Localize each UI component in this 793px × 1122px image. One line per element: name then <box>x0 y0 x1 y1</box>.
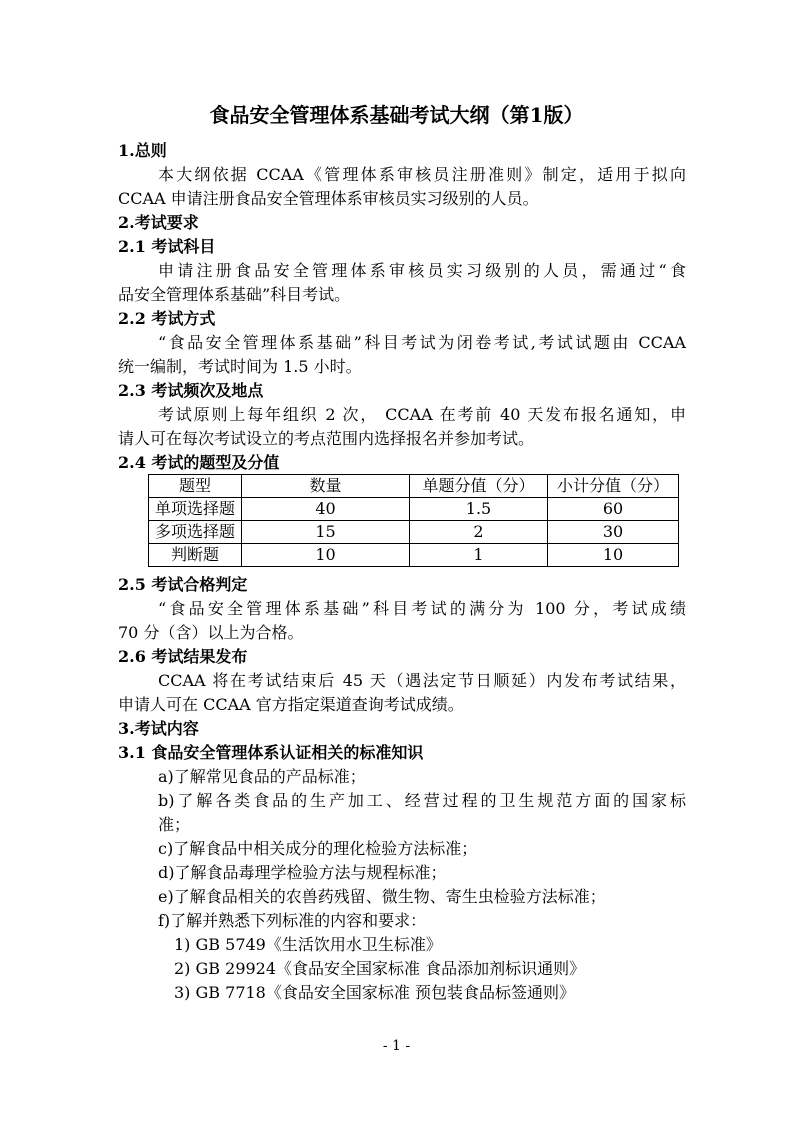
sub-item-3: 3) GB 7718《食品安全国家标准 预包装食品标签通则》 <box>174 983 575 1002</box>
table-cell: 1 <box>410 544 548 567</box>
list-item-a: a)了解常见食品的产品标准； <box>158 767 366 786</box>
list-item-c: c)了解食品中相关成分的理化检验方法标准； <box>158 839 478 858</box>
table-header-cell: 数量 <box>242 475 410 498</box>
section-2-5-heading: 2.5 考试合格判定 <box>118 575 248 594</box>
section-2-2-heading: 2.2 考试方式 <box>118 309 216 328</box>
page-title: 食品安全管理体系基础考试大纲（第1版） <box>209 103 584 127</box>
section-1-heading: 1.总则 <box>118 141 167 160</box>
table-header-cell: 题型 <box>149 475 242 498</box>
section-2-1-heading: 2.1 考试科目 <box>118 237 216 256</box>
score-table <box>148 474 679 567</box>
table-cell: 2 <box>410 521 548 544</box>
table-cell: 10 <box>548 544 679 567</box>
section-2-6-line-1: CCAA 将在考试结束后 45 天（遇法定节日顺延）内发布考试结果， <box>158 671 686 690</box>
section-2-2-line-1: “食品安全管理体系基础”科目考试为闭卷考试,考试试题由 CCAA <box>158 333 686 352</box>
section-2-1-line-1: 申请注册食品安全管理体系审核员实习级别的人员，需通过“食 <box>158 261 686 280</box>
list-item-d: d)了解食品毒理学检验方法与规程标准； <box>158 863 447 882</box>
table-header-cell: 小计分值（分） <box>548 475 679 498</box>
page-number: - 1 - <box>382 1038 411 1054</box>
list-item-b: b)了解各类食品的生产加工、经营过程的卫生规范方面的国家标 <box>158 791 686 810</box>
section-2-6-line-2: 申请人可在 CCAA 官方指定渠道查询考试成绩。 <box>118 695 464 714</box>
table-cell: 40 <box>242 498 410 521</box>
section-2-5-line-2: 70 分（含）以上为合格。 <box>118 623 304 642</box>
section-2-3-heading: 2.3 考试频次及地点 <box>118 381 264 400</box>
section-2-6-heading: 2.6 考试结果发布 <box>118 647 248 666</box>
section-2-1-line-2: 品安全管理体系基础”科目考试。 <box>118 285 351 304</box>
table-header-row <box>149 475 679 498</box>
table-cell: 60 <box>548 498 679 521</box>
table-cell: 判断题 <box>149 544 242 567</box>
section-2-3-line-2: 请人可在每次考试设立的考点范围内选择报名并参加考试。 <box>118 429 535 448</box>
table-row <box>149 544 679 567</box>
section-1-paragraph-line-1: 本大纲依据 CCAA《管理体系审核员注册准则》制定，适用于拟向 <box>158 165 686 184</box>
table-cell: 多项选择题 <box>149 521 242 544</box>
section-2-heading: 2.考试要求 <box>118 213 199 232</box>
section-1-paragraph-line-2: CCAA 申请注册食品安全管理体系审核员实习级别的人员。 <box>118 189 539 208</box>
table-cell: 1.5 <box>410 498 548 521</box>
sub-item-2: 2) GB 29924《食品安全国家标准 食品添加剂标识通则》 <box>174 959 586 978</box>
section-3-1-heading: 3.1 食品安全管理体系认证相关的标准知识 <box>118 743 424 762</box>
table-row <box>149 498 679 521</box>
table-cell: 单项选择题 <box>149 498 242 521</box>
list-item-b-continued: 准； <box>158 815 191 834</box>
table-header-cell: 单题分值（分） <box>410 475 548 498</box>
table-cell: 30 <box>548 521 679 544</box>
section-2-2-line-2: 统一编制，考试时间为 1.5 小时。 <box>118 357 362 376</box>
section-2-3-line-1: 考试原则上每年组织 2 次， CCAA 在考前 40 天发布报名通知，申 <box>158 405 686 424</box>
section-2-5-line-1: “食品安全管理体系基础”科目考试的满分为 100 分，考试成绩 <box>158 599 686 618</box>
sub-item-1: 1) GB 5749《生活饮用水卫生标准》 <box>174 935 442 954</box>
section-2-4-heading: 2.4 考试的题型及分值 <box>118 453 280 472</box>
table-cell: 15 <box>242 521 410 544</box>
list-item-f: f)了解并熟悉下列标准的内容和要求： <box>158 911 427 930</box>
section-3-heading: 3.考试内容 <box>118 719 199 738</box>
table-row <box>149 521 679 544</box>
list-item-e: e)了解食品相关的农兽药残留、微生物、寄生虫检验方法标准； <box>158 887 606 906</box>
table-cell: 10 <box>242 544 410 567</box>
